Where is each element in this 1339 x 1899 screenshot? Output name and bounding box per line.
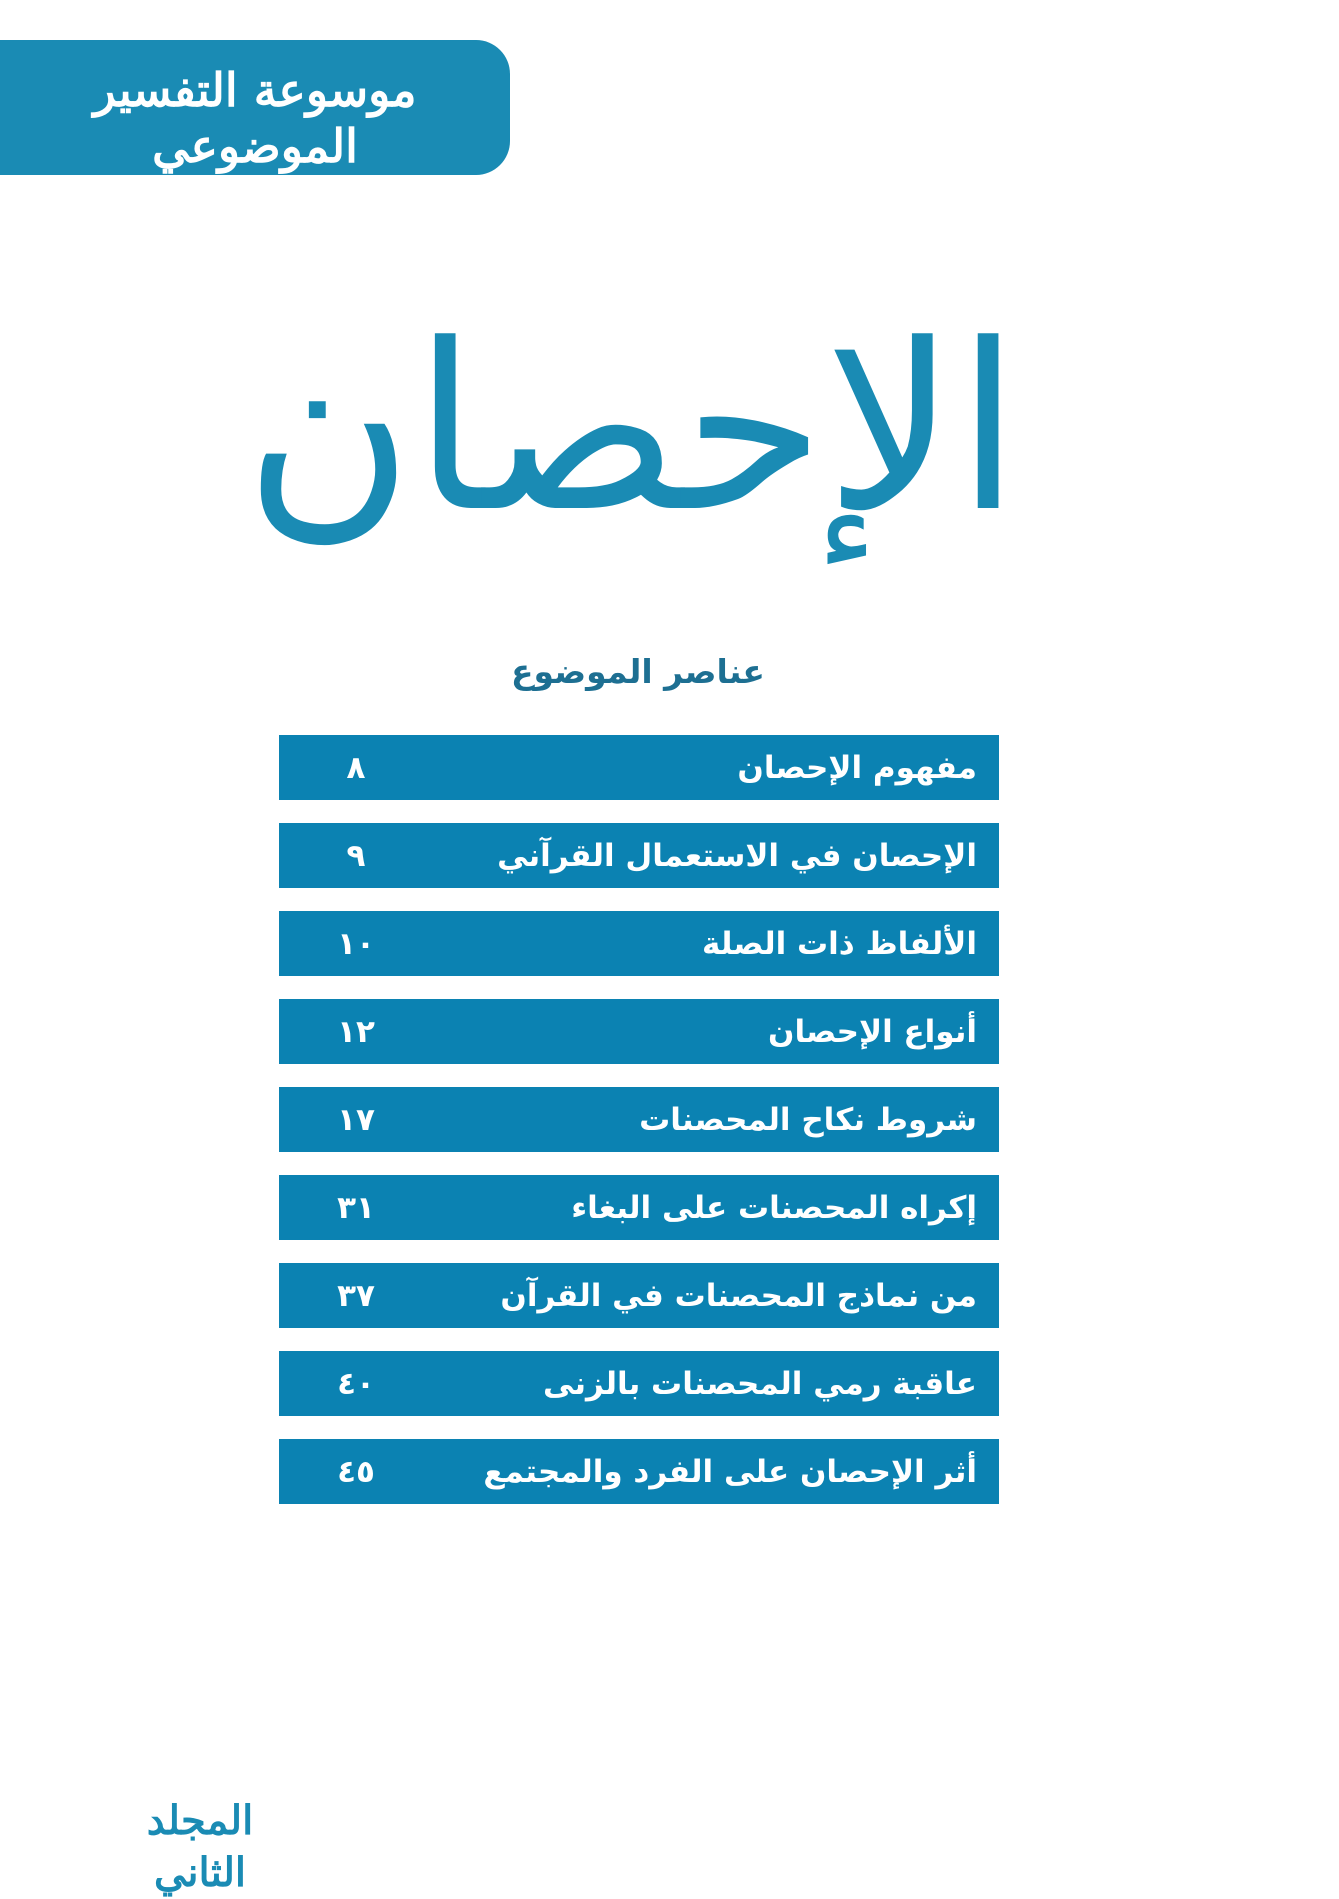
toc-item-coercion[interactable] bbox=[279, 1175, 999, 1240]
toc-item-page: ٤٠ bbox=[337, 1365, 375, 1402]
toc-item-page: ٣٧ bbox=[337, 1277, 375, 1314]
toc-item-page: ١٧ bbox=[337, 1101, 375, 1138]
toc-item-page: ٣١ bbox=[337, 1189, 375, 1226]
toc-item-quranic-usage[interactable] bbox=[279, 823, 999, 888]
toc-item-page: ١٢ bbox=[337, 1013, 375, 1050]
toc-item-consequence[interactable] bbox=[279, 1351, 999, 1416]
toc-item-label: إكراه المحصنات على البغاء bbox=[571, 1189, 977, 1226]
toc-item-concept[interactable] bbox=[279, 735, 999, 800]
toc-item-label: من نماذج المحصنات في القرآن bbox=[500, 1277, 977, 1314]
toc-item-page: ٤٥ bbox=[337, 1453, 375, 1490]
toc-item-label: شروط نكاح المحصنات bbox=[639, 1101, 977, 1138]
series-badge bbox=[0, 40, 510, 204]
toc-heading: عناصر الموضوع bbox=[511, 652, 765, 691]
page-title: الإحصان bbox=[244, 296, 1020, 563]
toc-item-related-terms[interactable] bbox=[279, 911, 999, 976]
toc-item-effect[interactable] bbox=[279, 1439, 999, 1504]
toc-item-label: عاقبة رمي المحصنات بالزنى bbox=[543, 1365, 977, 1402]
toc-item-label: أنواع الإحصان bbox=[768, 1013, 977, 1050]
toc-item-label: مفهوم الإحصان bbox=[737, 749, 977, 786]
toc-item-label: الألفاظ ذات الصلة bbox=[701, 925, 977, 962]
table-of-contents bbox=[279, 735, 999, 1504]
series-title: موسوعة التفسير الموضوعي bbox=[93, 63, 417, 173]
toc-item-page: ٨ bbox=[346, 749, 366, 786]
toc-item-label: الإحصان في الاستعمال القرآني bbox=[497, 837, 977, 874]
toc-item-page: ٩ bbox=[346, 837, 366, 874]
volume-label: المجلد الثاني bbox=[146, 1797, 254, 1896]
toc-item-types[interactable] bbox=[279, 999, 999, 1064]
toc-item-page: ١٠ bbox=[337, 925, 375, 962]
toc-item-examples[interactable] bbox=[279, 1263, 999, 1328]
toc-item-label: أثر الإحصان على الفرد والمجتمع bbox=[483, 1453, 977, 1490]
toc-item-marriage-conditions[interactable] bbox=[279, 1087, 999, 1152]
series-subtitle: للقرآن الكريم bbox=[192, 178, 318, 204]
